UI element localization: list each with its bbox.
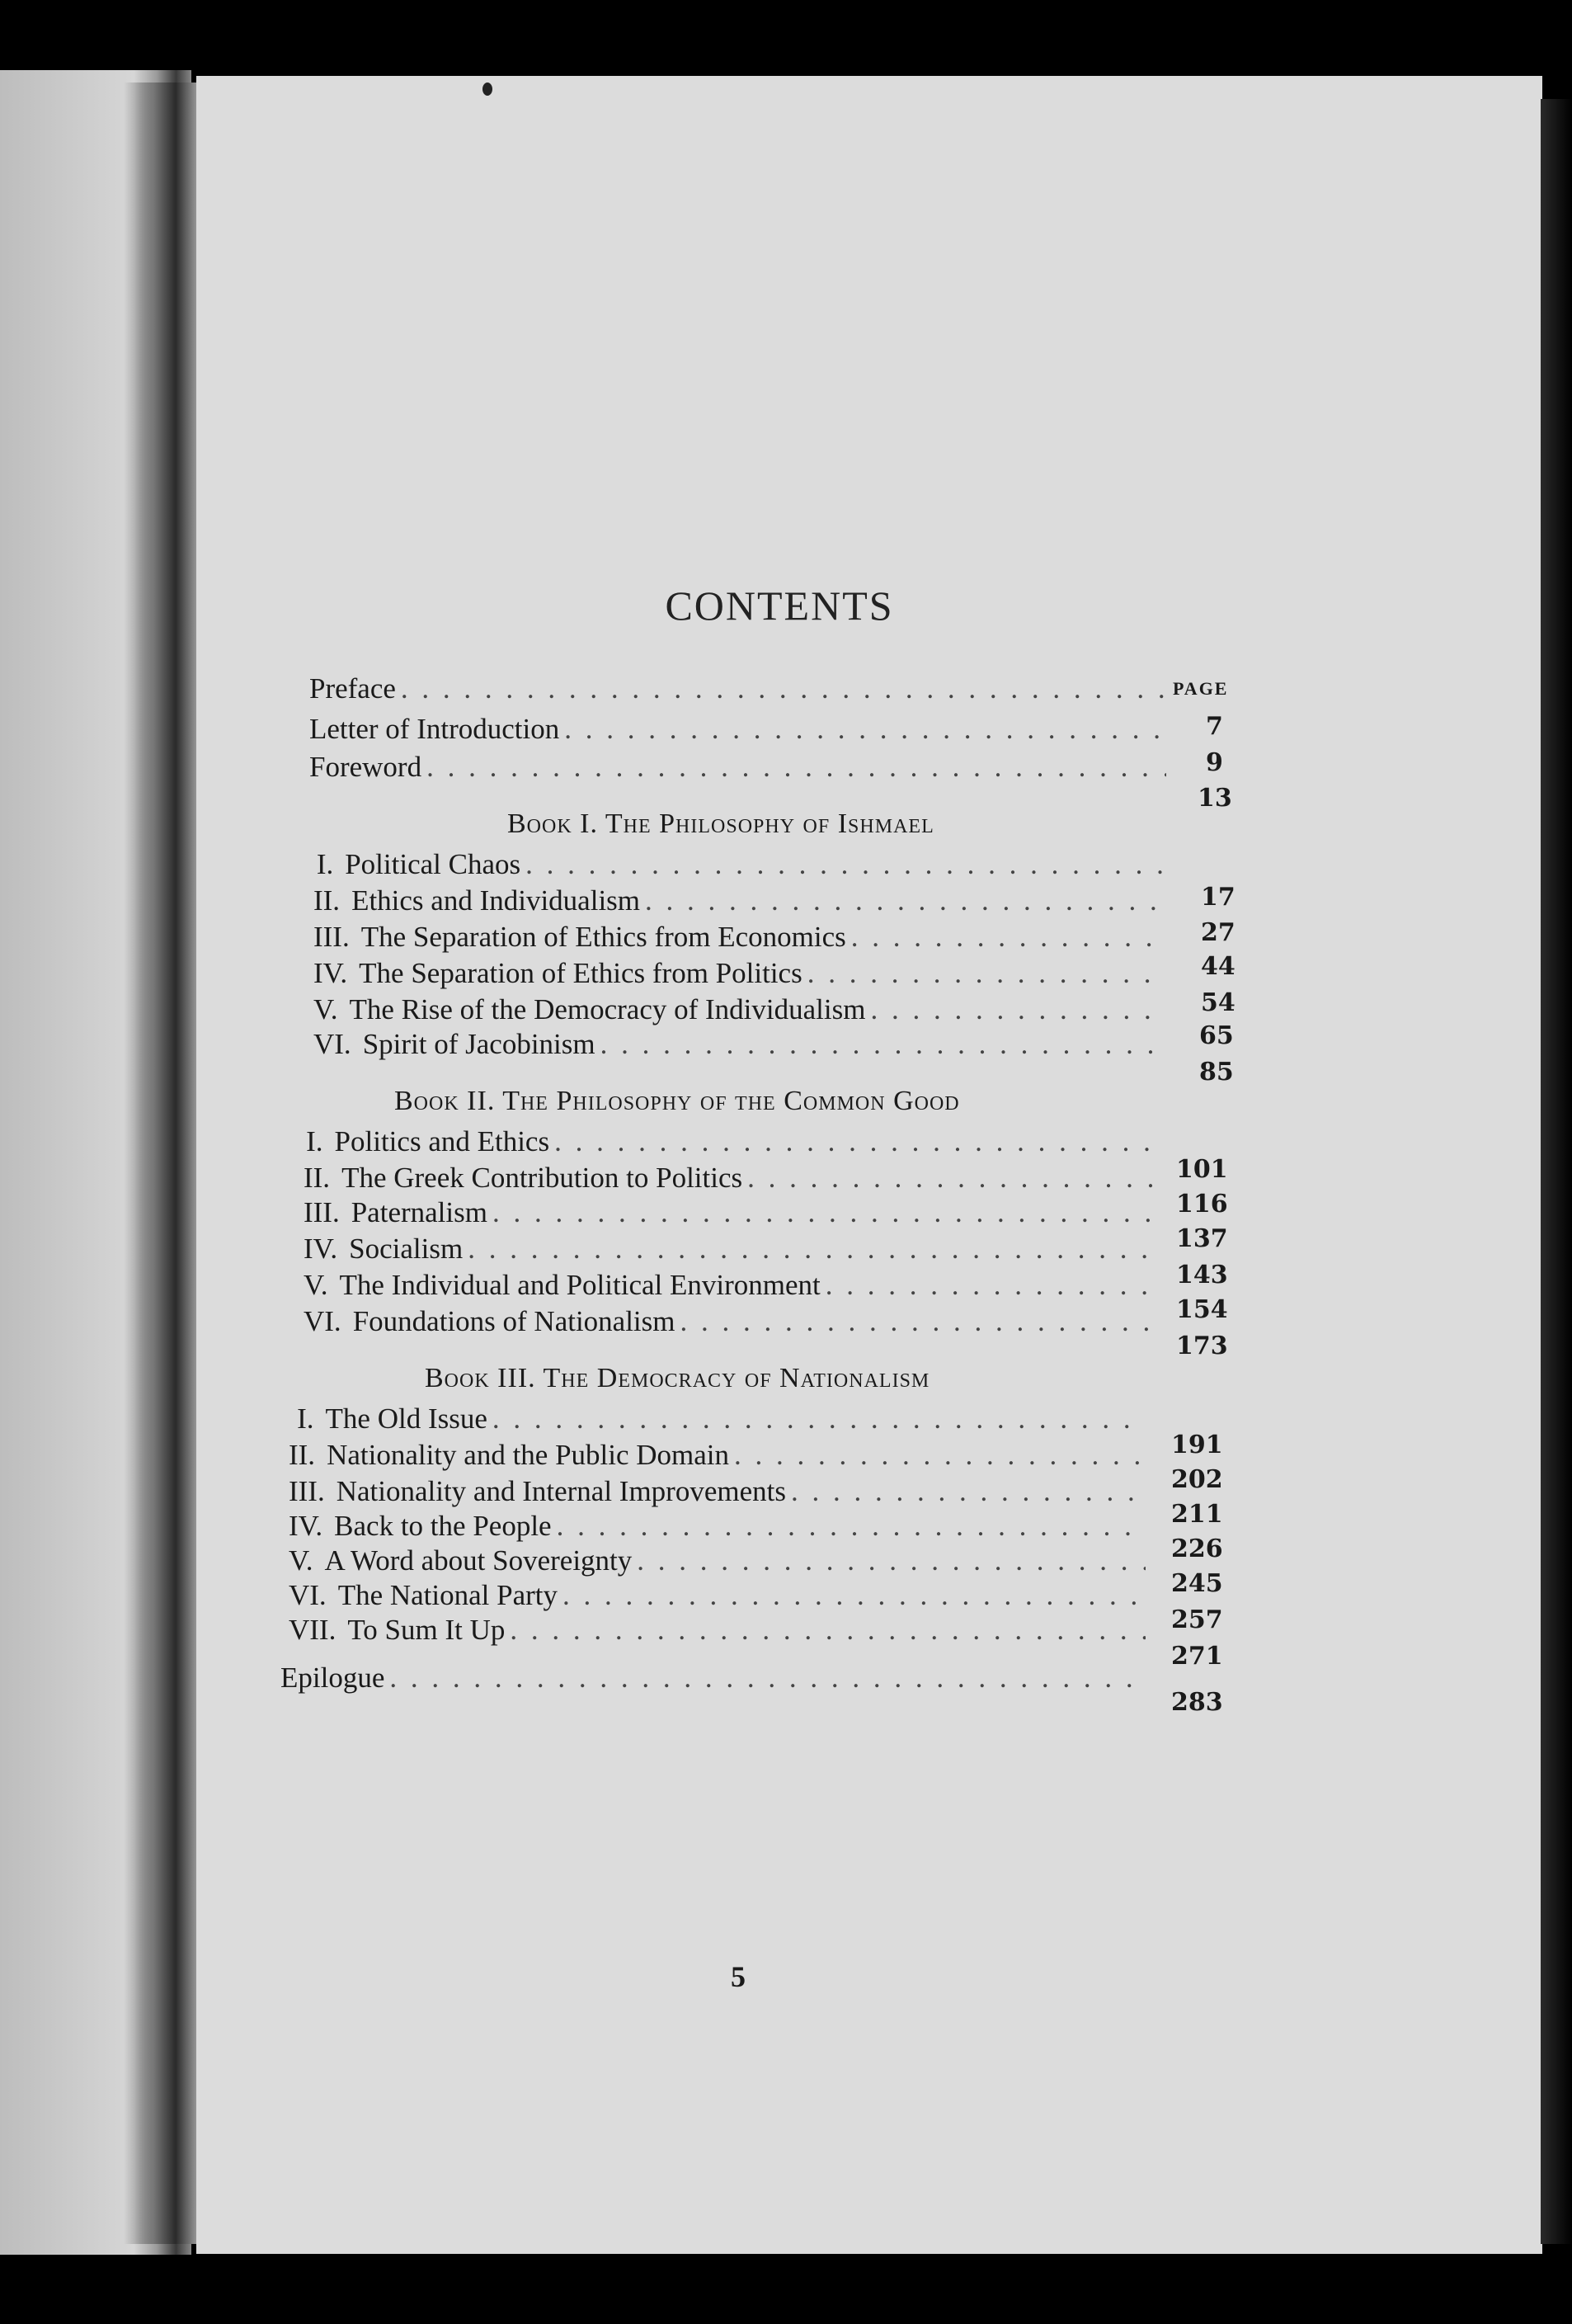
page-number: 85 [1199, 1058, 1234, 1087]
entry-label: The Rise of the Democracy of Individualism [349, 993, 866, 1025]
page-number: 101 [1176, 1155, 1228, 1184]
toc-entry[interactable] [304, 1269, 1161, 1302]
page-number: 211 [1171, 1500, 1223, 1529]
page-number: 154 [1176, 1295, 1228, 1324]
entry-label: Preface [309, 672, 396, 705]
toc-entry[interactable] [313, 1028, 1167, 1061]
chapter-number: V. [304, 1269, 328, 1301]
page-number: 173 [1176, 1332, 1228, 1360]
toc-entry[interactable] [289, 1510, 1151, 1543]
toc-entry[interactable] [304, 1162, 1161, 1195]
chapter-number: II. [304, 1162, 331, 1194]
toc-entry-letter[interactable] [309, 713, 1171, 746]
page-number: 226 [1171, 1534, 1223, 1563]
chapter-number: III. [289, 1475, 325, 1507]
entry-label: The National Party [337, 1579, 558, 1611]
page-number: 283 [1171, 1688, 1223, 1717]
entry-label: Socialism [349, 1233, 464, 1265]
book-heading-1: Book I. The Philosophy of Ishmael [507, 808, 934, 839]
entry-label: The Separation of Ethics from Politics [359, 957, 802, 989]
page-number: 65 [1199, 1021, 1234, 1050]
page-number: 257 [1171, 1605, 1223, 1634]
toc-entry-foreword[interactable] [309, 751, 1171, 784]
page-number: 17 [1201, 883, 1235, 912]
chapter-number: IV. [289, 1510, 323, 1542]
entry-label: Foundations of Nationalism [352, 1305, 675, 1337]
chapter-number: V. [313, 993, 338, 1025]
page-column-head: PAGE [1173, 678, 1229, 699]
toc-entry-epilogue[interactable] [280, 1662, 1146, 1695]
toc-entry[interactable] [289, 1402, 1151, 1435]
toc-entry[interactable] [304, 1125, 1161, 1158]
chapter-number: II. [313, 884, 341, 917]
chapter-number: III. [304, 1196, 340, 1228]
chapter-number: I. [316, 848, 334, 880]
folio-page-number: 5 [731, 1960, 746, 1993]
chapter-number: VI. [304, 1305, 341, 1337]
entry-label: Paternalism [351, 1196, 487, 1228]
page-number: 9 [1206, 748, 1223, 777]
entry-label: Spirit of Jacobinism [362, 1028, 595, 1060]
entry-label: Political Chaos [345, 848, 521, 880]
page-number: 44 [1201, 952, 1235, 981]
chapter-number: VII. [289, 1614, 337, 1646]
chapter-number: I. [306, 1125, 323, 1157]
page-number: 202 [1171, 1465, 1223, 1494]
entry-label: Nationality and the Public Domain [327, 1439, 730, 1471]
toc-entry[interactable] [313, 957, 1167, 990]
entry-label: The Individual and Political Environment [339, 1269, 821, 1301]
toc-entry[interactable] [313, 884, 1167, 917]
entry-label: A Word about Sovereignty [324, 1544, 633, 1577]
toc-entry-preface[interactable] [309, 672, 1171, 705]
toc-entry[interactable] [313, 848, 1167, 881]
entry-label: Letter of Introduction [309, 713, 560, 745]
toc-entry[interactable] [313, 993, 1167, 1026]
page-number: 143 [1176, 1261, 1228, 1289]
entry-label: Ethics and Individualism [351, 884, 641, 917]
chapter-number: III. [313, 921, 350, 953]
page-number: 116 [1176, 1190, 1228, 1219]
toc-entry[interactable] [289, 1614, 1151, 1647]
toc-entry[interactable] [289, 1544, 1151, 1577]
chapter-number: IV. [313, 957, 348, 989]
entry-label: Foreword [309, 751, 422, 783]
page-title: CONTENTS [665, 582, 894, 629]
page-number: 137 [1176, 1224, 1228, 1253]
toc-entry[interactable] [304, 1305, 1161, 1338]
book-heading-3: Book III. The Democracy of Nationalism [425, 1363, 930, 1393]
toc-entry[interactable] [304, 1196, 1161, 1229]
entry-label: The Separation of Ethics from Economics [360, 921, 846, 953]
entry-label: Back to the People [334, 1510, 552, 1542]
toc-entry[interactable] [289, 1579, 1151, 1612]
page-number: 54 [1201, 988, 1235, 1017]
chapter-number: VI. [313, 1028, 351, 1060]
toc-entry[interactable] [304, 1233, 1161, 1266]
page-number: 27 [1201, 918, 1235, 947]
chapter-number: I. [297, 1402, 314, 1435]
chapter-number: II. [289, 1439, 316, 1471]
chapter-number: V. [289, 1544, 313, 1577]
entry-label: The Greek Contribution to Politics [341, 1162, 743, 1194]
page-number: 245 [1171, 1569, 1223, 1598]
page-number: 7 [1206, 712, 1223, 741]
entry-label: Politics and Ethics [334, 1125, 550, 1157]
entry-label: The Old Issue [325, 1402, 487, 1435]
toc-entry[interactable] [289, 1475, 1151, 1508]
page-number: 271 [1171, 1642, 1223, 1671]
toc-entry[interactable] [313, 921, 1167, 954]
page-number: 191 [1171, 1431, 1223, 1459]
chapter-number: IV. [304, 1233, 338, 1265]
chapter-number: VI. [289, 1579, 327, 1611]
entry-label: Epilogue [280, 1662, 385, 1694]
book-heading-2: Book II. The Philosophy of the Common Good [394, 1086, 960, 1116]
toc-entry[interactable] [289, 1439, 1151, 1472]
entry-label: To Sum It Up [347, 1614, 506, 1646]
entry-label: Nationality and Internal Improvements [336, 1475, 786, 1507]
page-number: 13 [1198, 784, 1232, 813]
